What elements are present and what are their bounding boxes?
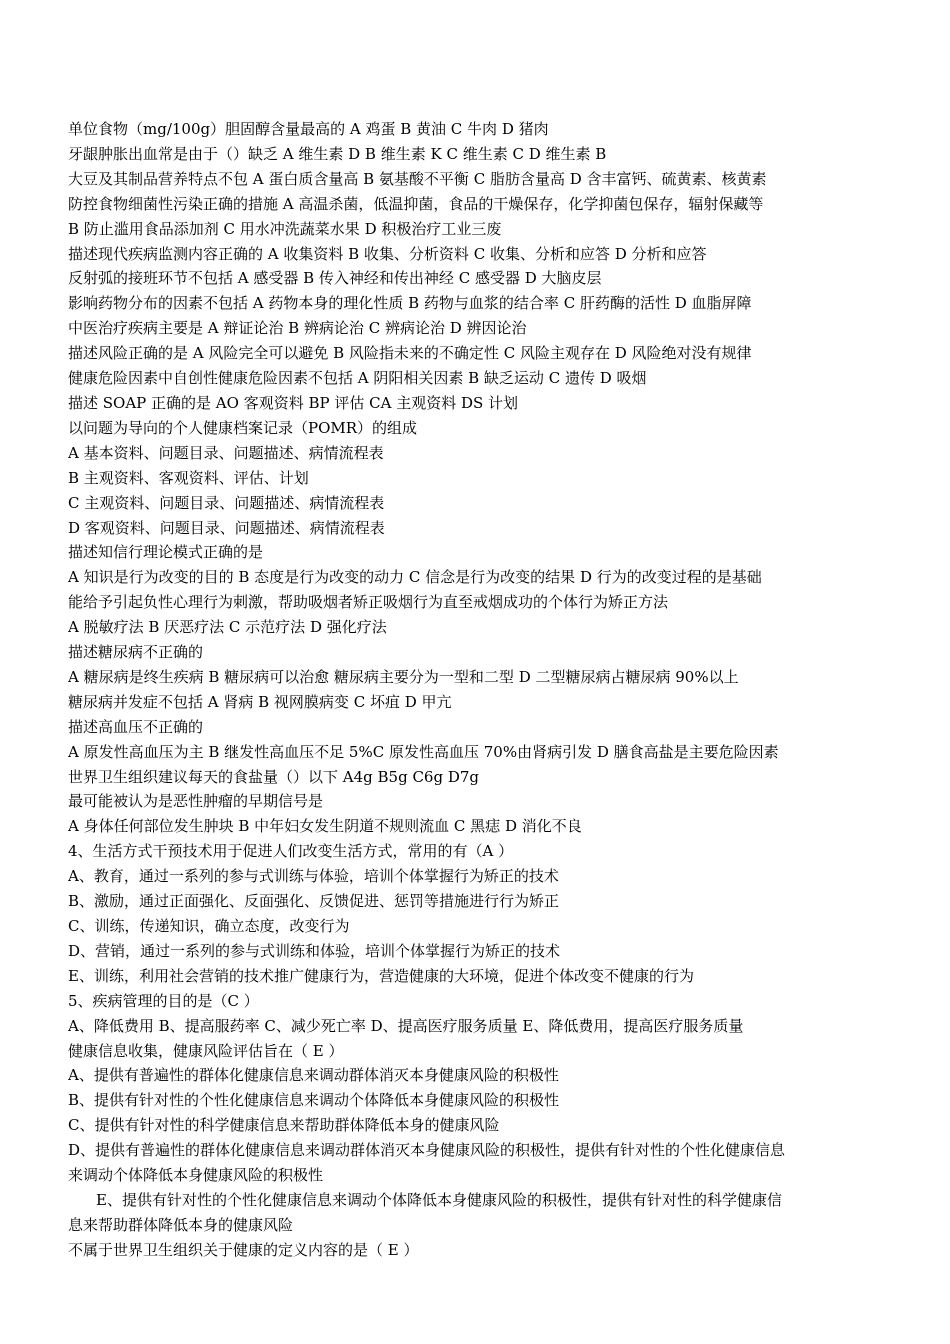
text-line: 健康危险因素中自创性健康危险因素不包括 A 阴阳相关因素 B 缺乏运动 C 遗传 D 吸烟 <box>68 369 647 388</box>
text-line: A 脱敏疗法 B 厌恶疗法 C 示范疗法 D 强化疗法 <box>68 618 387 637</box>
text-line: A、降低费用 B、提高服药率 C、减少死亡率 D、提高医疗服务质量 E、降低费用，提高医疗服务质量 <box>68 1016 744 1035</box>
text-line: 中医治疗疾病主要是 A 辩证论治 B 辨病论治 C 辨病论治 D 辨因论治 <box>68 319 527 338</box>
text-line: 大豆及其制品营养特点不包 A 蛋白质含量高 B 氨基酸不平衡 C 脂肪含量高 D 含丰富钙、硫黄素、核黄素 <box>68 169 767 188</box>
text-line: 描述知信行理论模式正确的是 <box>68 543 264 562</box>
text-line: 健康信息收集，健康风险评估旨在（ E ） <box>68 1041 344 1060</box>
text-line: 不属于世界卫生组织关于健康的定义内容的是（ E ） <box>68 1240 419 1259</box>
text-line: A 原发性高血压为主 B 继发性高血压不足 5%C 原发性高血压 70%由肾病引发 D 膳食高盐是主要危险因素 <box>68 742 779 761</box>
document-page <box>68 117 868 1263</box>
text-line: A 基本资料、问题目录、问题描述、病情流程表 <box>68 443 384 462</box>
text-line: 世界卫生组织建议每天的食盐量（）以下 A4g B5g C6g D7g <box>68 767 480 786</box>
text-line-indented: E、提供有针对性的个性化健康信息来调动个体降低本身健康风险的积极性，提供有针对性的科学健康信 <box>96 1190 782 1209</box>
text-line: 描述 SOAP 正确的是 AO 客观资料 BP 评估 CA 主观资料 DS 计划 <box>68 393 519 412</box>
text-line: 4、生活方式干预技术用于促进人们改变生活方式，常用的有（A ） <box>68 842 514 861</box>
text-line: 反射弧的接班环节不包括 A 感受器 B 传入神经和传出神经 C 感受器 D 大脑皮层 <box>68 269 602 288</box>
text-line: 描述风险正确的是 A 风险完全可以避免 B 风险指未来的不确定性 C 风险主观存在 D 风险绝对没有规律 <box>68 344 752 363</box>
text-line: C、训练，传递知识，确立态度，改变行为 <box>68 917 350 935</box>
text-line: E、训练，利用社会营销的技术推广健康行为，营造健康的大环境，促进个体改变不健康的行为 <box>68 966 694 985</box>
text-line: 防控食物细菌性污染正确的措施 A 高温杀菌，低温抑菌，食品的干燥保存，化学抑菌包保存，辐射保藏等 <box>68 194 764 213</box>
text-line: B、激励，通过正面强化、反面强化、反馈促进、惩罚等措施进行行为矫正 <box>68 892 560 911</box>
text-line: 最可能被认为是恶性肿瘤的早期信号是 <box>68 792 324 811</box>
text-line: B 防止滥用食品添加剂 C 用水冲洗蔬菜水果 D 积极治疗工业三废 <box>68 219 502 238</box>
text-line: 5、疾病管理的目的是（C ） <box>68 991 259 1010</box>
text-line: 以问题为导向的个人健康档案记录（POMR）的组成 <box>68 418 418 437</box>
text-line: C、提供有针对性的科学健康信息来帮助群体降低本身的健康风险 <box>68 1116 500 1135</box>
text-line: B、提供有针对性的个性化健康信息来调动个体降低本身健康风险的积极性 <box>68 1091 560 1110</box>
text-line: 描述高血压不正确的 <box>68 717 204 736</box>
text-line: D、营销，通过一系列的参与式训练和体验，培训个体掌握行为矫正的技术 <box>68 941 561 960</box>
text-line: A 知识是行为改变的目的 B 态度是行为改变的动力 C 信念是行为改变的结果 D 行为的改变过程的是基础 <box>68 568 762 587</box>
text-line: 糖尿病并发症不包括 A 肾病 B 视网膜病变 C 坏疽 D 甲亢 <box>68 692 452 711</box>
text-line: A 糖尿病是终生疾病 B 糖尿病可以治愈 糖尿病主要分为一型和二型 D 二型糖尿病占糖尿病 90%以上 <box>68 667 739 686</box>
text-line: 牙龈肿胀出血常是由于（）缺乏 A 维生素 D B 维生素 K C 维生素 C D 维生素 B <box>68 144 607 163</box>
text-line: B 主观资料、客观资料、评估、计划 <box>68 468 309 487</box>
text-line: D 客观资料、问题目录、问题描述、病情流程表 <box>68 518 385 537</box>
text-line: A、教育，通过一系列的参与式训练与体验，培训个体掌握行为矫正的技术 <box>68 867 559 886</box>
text-line: A、提供有普遍性的群体化健康信息来调动群体消灭本身健康风险的积极性 <box>68 1066 559 1085</box>
text-line: D、提供有普遍性的群体化健康信息来调动群体消灭本身健康风险的积极性，提供有针对性的个性化健康信息 <box>68 1141 786 1160</box>
text-line: 描述糖尿病不正确的 <box>68 643 204 662</box>
text-line: 能给予引起负性心理行为刺激，帮助吸烟者矫正吸烟行为直至戒烟成功的个体行为矫正方法 <box>68 593 669 612</box>
text-line: C 主观资料、问题目录、问题描述、病情流程表 <box>68 493 385 512</box>
text-line: 来调动个体降低本身健康风险的积极性 <box>68 1166 324 1185</box>
text-line: 息来帮助群体降低本身的健康风险 <box>68 1215 294 1234</box>
text-line: 单位食物（mg/100g）胆固醇含量最高的 A 鸡蛋 B 黄油 C 牛肉 D 猪肉 <box>68 120 549 138</box>
text-line: A 身体任何部位发生肿块 B 中年妇女发生阴道不规则流血 C 黑痣 D 消化不良 <box>68 817 582 836</box>
text-line: 影响药物分布的因素不包括 A 药物本身的理化性质 B 药物与血浆的结合率 C 肝药酶的活性 D 血脂屏障 <box>68 294 752 313</box>
text-line: 描述现代疾病监测内容正确的 A 收集资料 B 收集、分析资料 C 收集、分析和应答 D 分析和应答 <box>68 244 707 263</box>
